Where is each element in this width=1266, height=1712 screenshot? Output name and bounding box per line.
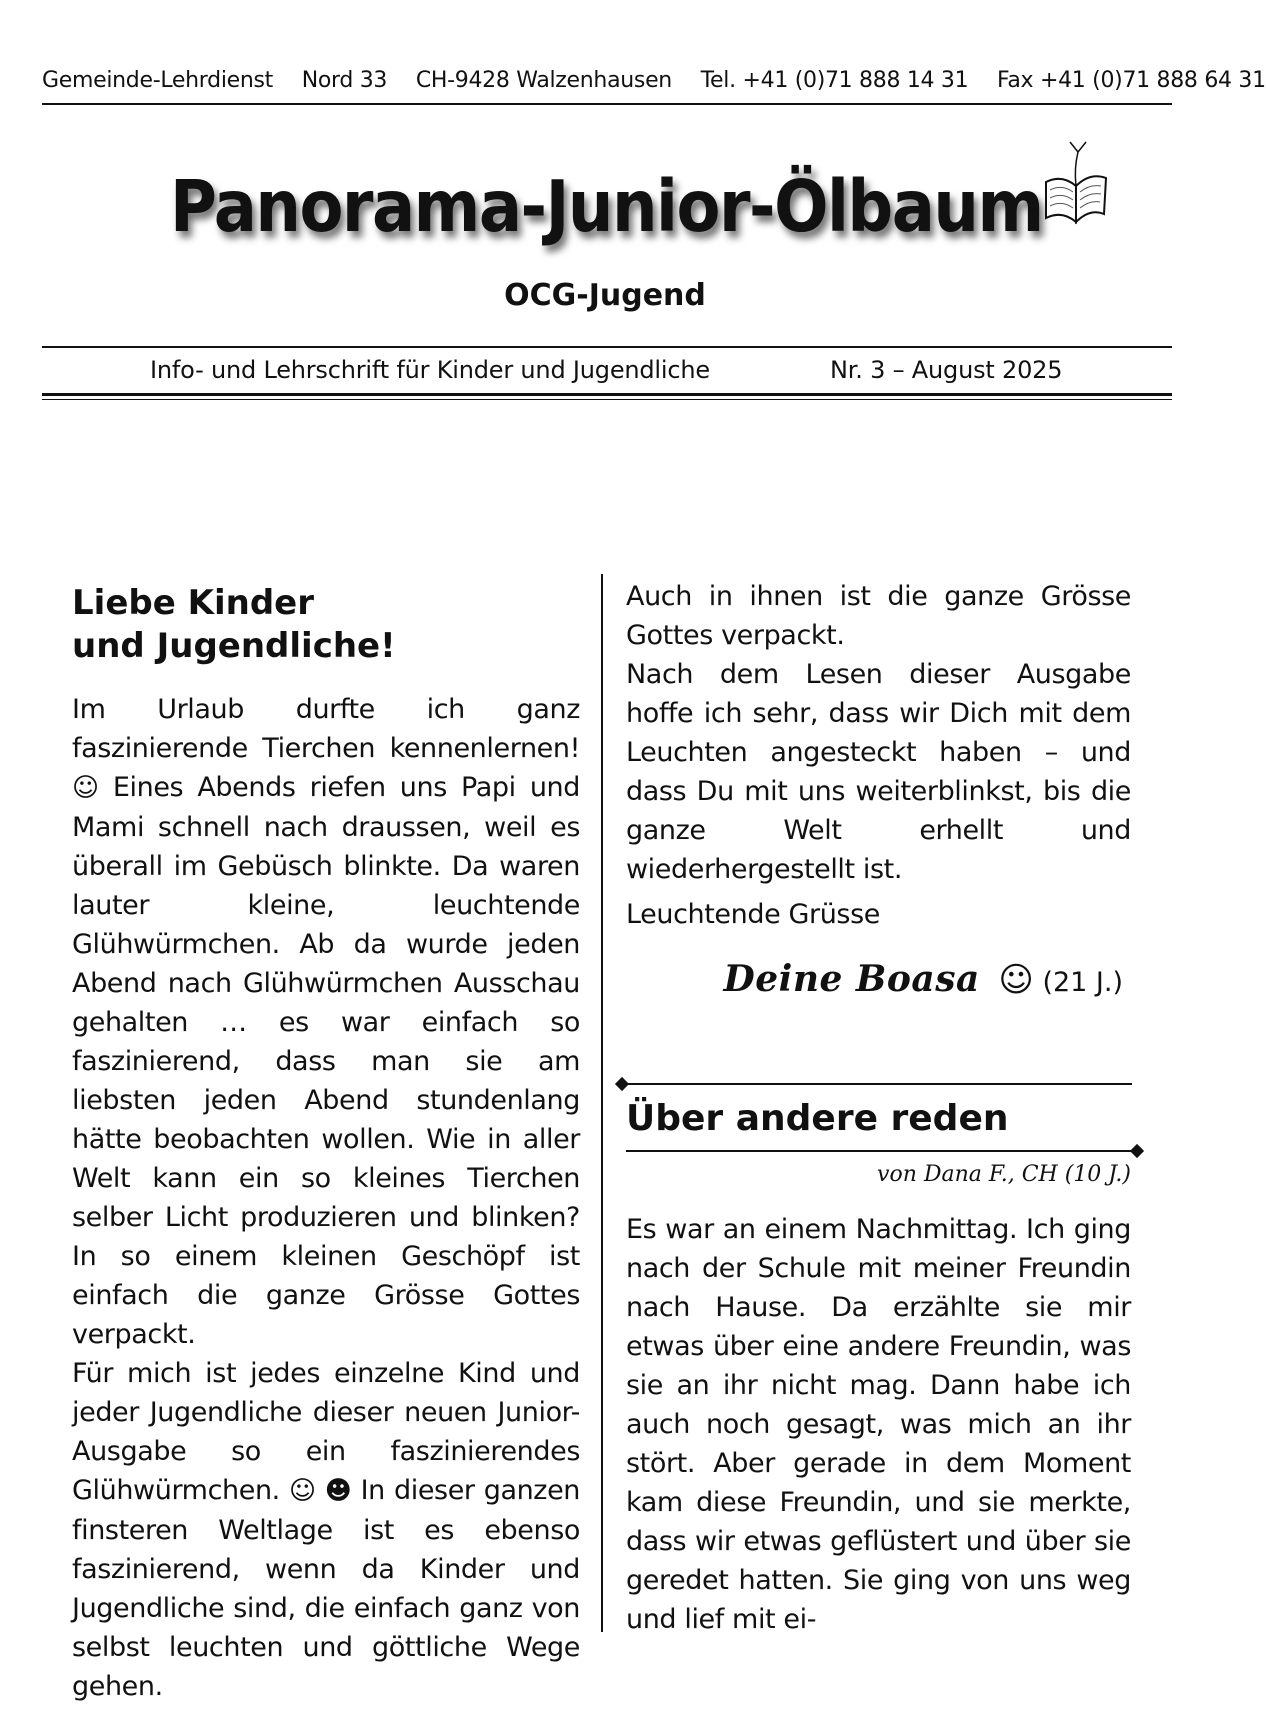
smiley-icon: ☺: [72, 773, 99, 803]
publication-title: Panorama-Junior-Ölbaum: [170, 166, 1043, 249]
column-divider: [601, 574, 603, 1632]
editorial-body-right: [626, 577, 1131, 934]
editorial-heading-line2: und Jugendliche!: [72, 626, 396, 666]
editorial-paragraph: [72, 690, 580, 1354]
open-book-icon: [1040, 138, 1110, 226]
editorial-text: Im Urlaub durfte ich ganz faszinierende Tierchen kennenlernen!: [72, 694, 580, 764]
header-divider: [42, 103, 1172, 105]
diamond-ornament-icon: [1130, 1144, 1144, 1158]
issue-number: Nr. 3 – August 2025: [830, 356, 1063, 384]
publication-description: Info- und Lehrschrift für Kinder und Jugendliche: [150, 356, 710, 384]
signature-name: Deine Boasa: [723, 958, 980, 1000]
diamond-ornament-icon: [615, 1077, 629, 1091]
author-age: (21 J.): [1042, 967, 1123, 998]
city-address: CH-9428 Walzenhausen: [415, 68, 672, 93]
article-paragraph: Es war an einem Nachmittag. Ich ging nach der Schule mit meiner Freundin nach Hause. Da erzählte sie mir etwas über eine andere Freundin, was sie an ihr nicht mag. Dann habe ich auch noch gesagt, was mich an ihr stört. Aber gerade in dem Moment kam diese Freundin, und sie merkte, dass wir etwas geflüstert und über sie geredet hatten. Sie ging von uns weg und lief mit ei-: [626, 1214, 1131, 1635]
article-title: Über andere reden: [626, 1098, 1009, 1139]
contact-line: [42, 68, 1266, 93]
editorial-text: Eines Abends riefen uns Papi und Mami schnell nach draussen, weil es überall im Gebüsch blinkte. Da waren lauter kleine, leuchtende Glühwürmchen. Ab da wurde jeden Abend nach Glühwürmchen Ausschau gehalten … es war einfach so faszinierend, dass man sie am liebsten jeden Abend stundenlang hätte beobachten wollen. Wie in aller Welt kann ein so kleines Tierchen selber Licht produzieren und blinken? In so einem kleinen Geschöpf ist einfach die ganze Grösse Gottes verpackt.: [72, 772, 580, 1350]
article-body: [626, 1210, 1131, 1639]
editorial-paragraph: [72, 1354, 580, 1706]
info-divider-top: [42, 346, 1172, 348]
article-rule-top: [626, 1083, 1132, 1085]
article-rule-bottom: [626, 1150, 1132, 1152]
article-byline: von Dana F., CH (10 J.): [877, 1162, 1131, 1187]
editorial-heading: [72, 582, 572, 668]
editorial-paragraph: Auch in ihnen ist die ganze Grösse Gottes verpackt.: [626, 581, 1131, 651]
info-divider-bottom-thin: [42, 399, 1172, 400]
org-name: Gemeinde-Lehrdienst: [42, 68, 273, 93]
phone-number: Tel. +41 (0)71 888 14 31: [700, 68, 969, 93]
blushing-smiley-icon: ☻: [324, 1476, 352, 1506]
editorial-text: Für mich ist jedes einzelne Kind und jeder Jugendliche dieser neuen Junior-Ausgabe so ein faszinierendes Glühwürmchen.: [72, 1358, 580, 1506]
closing-greeting: Leuchtende Grüsse: [626, 899, 880, 930]
info-divider-bottom: [42, 393, 1172, 396]
smiley-icon: ☺: [998, 960, 1034, 1000]
publication-subtitle: OCG-Jugend: [504, 278, 706, 313]
info-line: [150, 356, 1070, 384]
editorial-heading-line1: Liebe Kinder: [72, 583, 314, 623]
editorial-body-left: [72, 690, 580, 1706]
smiley-icon: ☺: [288, 1476, 316, 1506]
street-address: Nord 33: [301, 68, 388, 93]
signature-line: [626, 958, 1123, 1000]
editorial-text: In dieser ganzen finsteren Weltlage ist es ebenso faszinierend, wenn da Kinder und Jugendliche sind, die einfach ganz von selbst leuchten und göttliche Wege gehen.: [72, 1475, 581, 1702]
editorial-paragraph: Nach dem Lesen dieser Ausgabe hoffe ich sehr, dass wir Dich mit dem Leuchten angesteckt haben – und dass Du mit uns weiterblinkst, bis die ganze Welt erhellt und wiederhergestellt ist.: [626, 659, 1131, 885]
fax-number: Fax +41 (0)71 888 64 31: [997, 68, 1266, 93]
